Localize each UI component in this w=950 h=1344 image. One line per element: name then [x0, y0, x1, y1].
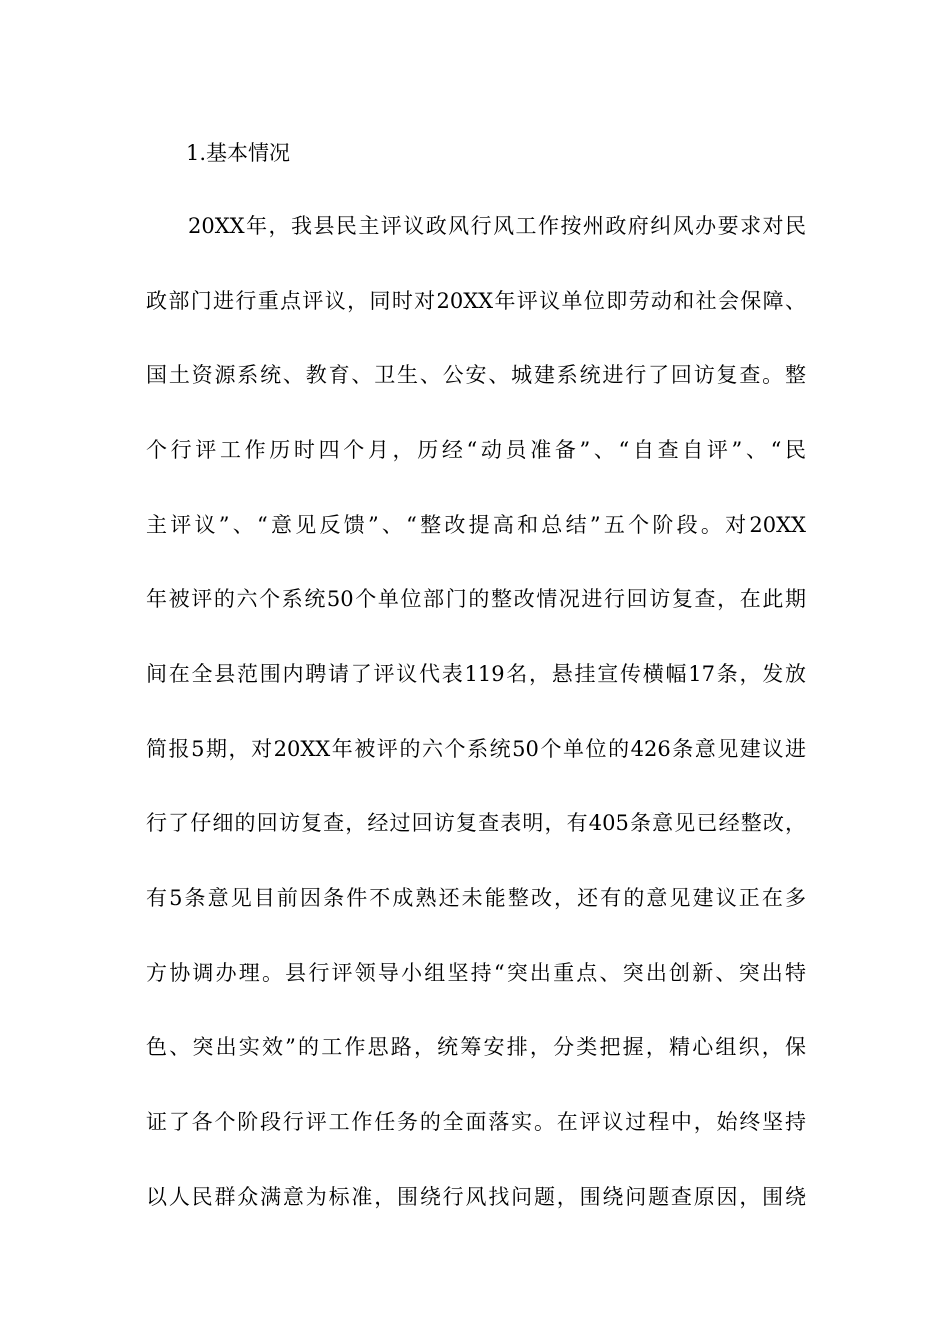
paragraph-line: 行了仔细的回访复查，经过回访复查表明，有405条意见已经整改， [146, 811, 806, 835]
paragraph-line: 有5条意见目前因条件不成熟还未能整改，还有的意见建议正在多 [146, 886, 806, 910]
paragraph-line: 简报5期，对20XX年被评的六个系统50个单位的426条意见建议进 [146, 737, 806, 761]
section-heading: 1.基本情况 [186, 141, 291, 165]
paragraph-line: 间在全县范围内聘请了评议代表119名，悬挂宣传横幅17条，发放 [146, 662, 806, 686]
paragraph-line: 方协调办理。县行评领导小组坚持“突出重点、突出创新、突出特 [146, 961, 806, 985]
paragraph-line: 色、突出实效”的工作思路，统筹安排，分类把握，精心组织，保 [146, 1035, 806, 1059]
paragraph-line: 个行评工作历时四个月，历经“动员准备”、“自查自评”、“民 [146, 438, 806, 462]
paragraph-line: 政部门进行重点评议，同时对20XX年评议单位即劳动和社会保障、 [146, 289, 806, 313]
paragraph-line: 以人民群众满意为标准，围绕行风找问题，围绕问题查原因，围绕 [146, 1185, 806, 1209]
paragraph-line: 国土资源系统、教育、卫生、公安、城建系统进行了回访复查。整 [146, 363, 806, 387]
paragraph-line: 年被评的六个系统50个单位部门的整改情况进行回访复查，在此期 [146, 587, 806, 611]
paragraph-line: 证了各个阶段行评工作任务的全面落实。在评议过程中，始终坚持 [146, 1110, 806, 1134]
paragraph-line: 主评议”、“意见反馈”、“整改提高和总结”五个阶段。对20XX [146, 513, 806, 537]
paragraph-line: 20XX年，我县民主评议政风行风工作按州政府纠风办要求对民 [188, 214, 806, 238]
